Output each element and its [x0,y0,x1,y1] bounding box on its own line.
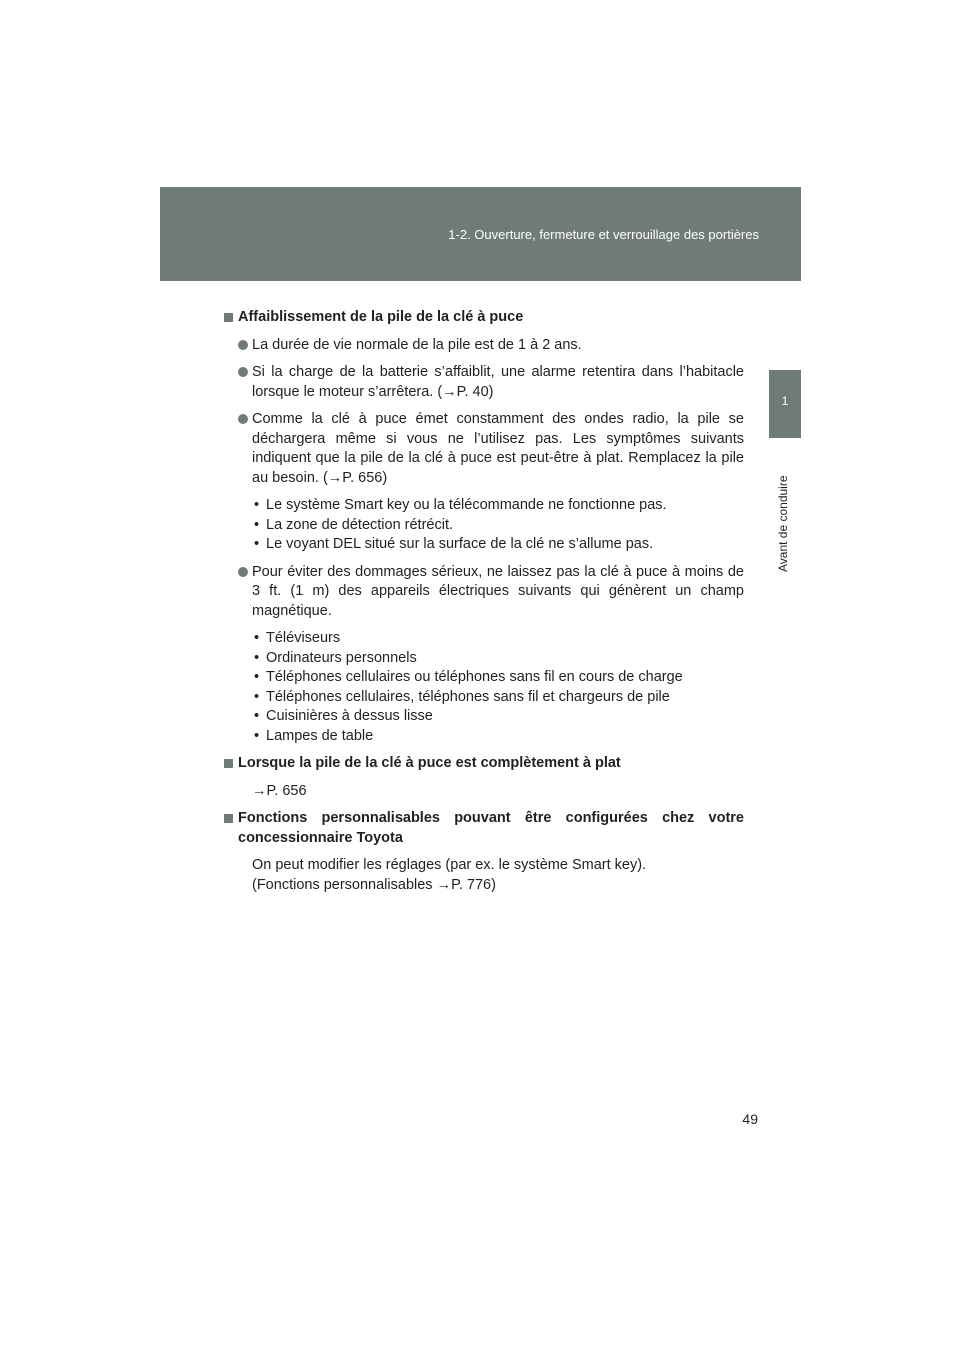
round-bullet-icon [238,567,248,577]
section-heading [224,308,744,328]
list-item: • Téléviseurs [254,629,744,649]
section-heading [224,809,744,848]
symptom-list [254,496,744,555]
heading-text: Fonctions personnalisables pouvant être configurées chez votre concessionnaire Toyota [238,810,744,846]
list-item: • Le voyant DEL situé sur la surface de la clé ne s’allume pas. [254,535,744,555]
bullet-item [224,363,744,402]
round-bullet-icon [238,367,248,377]
list-item: • Ordinateurs personnels [254,649,744,669]
header-band [160,187,801,281]
paragraph: On peut modifier les réglages (par ex. le système Smart key). [252,857,647,873]
section-title: 1-2. Ouverture, fermeture et verrouillage des portières [448,227,759,242]
paragraph: (Fonctions personnalisables →P. 776) [252,876,496,893]
list-item: • Cuisinières à dessus lisse [254,707,744,727]
square-bullet-icon [224,313,233,322]
heading-text: Lorsque la pile de la clé à puce est complètement à plat [238,755,621,771]
bullet-text: Comme la clé à puce émet constamment des ondes radio, la pile se déchargera même si vous ne l’utilisez pas. Les symptômes suivants indiquent que la pile de la clé à puce est peut-être à plat. Remplacez la pile au besoin. (→P. 656) [252,411,744,486]
chapter-label: Avant de conduire [776,475,790,572]
page-reference: →P. 656 [252,782,307,799]
list-item: • Le système Smart key ou la télécommande ne fonctionne pas. [254,496,744,516]
device-list [254,629,744,746]
list-item: • Téléphones cellulaires, téléphones sans fil et chargeurs de pile [254,688,744,708]
chapter-number: 1 [781,394,789,408]
square-bullet-icon [224,814,233,823]
round-bullet-icon [238,414,248,424]
bullet-item [224,336,744,356]
list-item: • La zone de détection rétrécit. [254,516,744,536]
square-bullet-icon [224,759,233,768]
list-item: • Lampes de table [254,727,744,747]
page-content [224,308,744,895]
bullet-text: Si la charge de la batterie s’affaiblit, une alarme retentira dans l’habitacle lorsque le moteur s’arrêtera. (→P. 40) [252,364,744,400]
round-bullet-icon [238,340,248,350]
chapter-tab [769,370,801,438]
bullet-item [224,410,744,488]
page-number: 49 [742,1111,758,1127]
list-item: • Téléphones cellulaires ou téléphones sans fil en cours de charge [254,668,744,688]
section-heading [224,754,744,774]
bullet-text: Pour éviter des dommages sérieux, ne laissez pas la clé à puce à moins de 3 ft. (1 m) des appareils électriques suivants qui génèrent un champ magnétique. [252,563,744,619]
bullet-text: La durée de vie normale de la pile est de 1 à 2 ans. [252,336,582,353]
bullet-item [224,563,744,622]
heading-text: Affaiblissement de la pile de la clé à puce [238,309,524,325]
